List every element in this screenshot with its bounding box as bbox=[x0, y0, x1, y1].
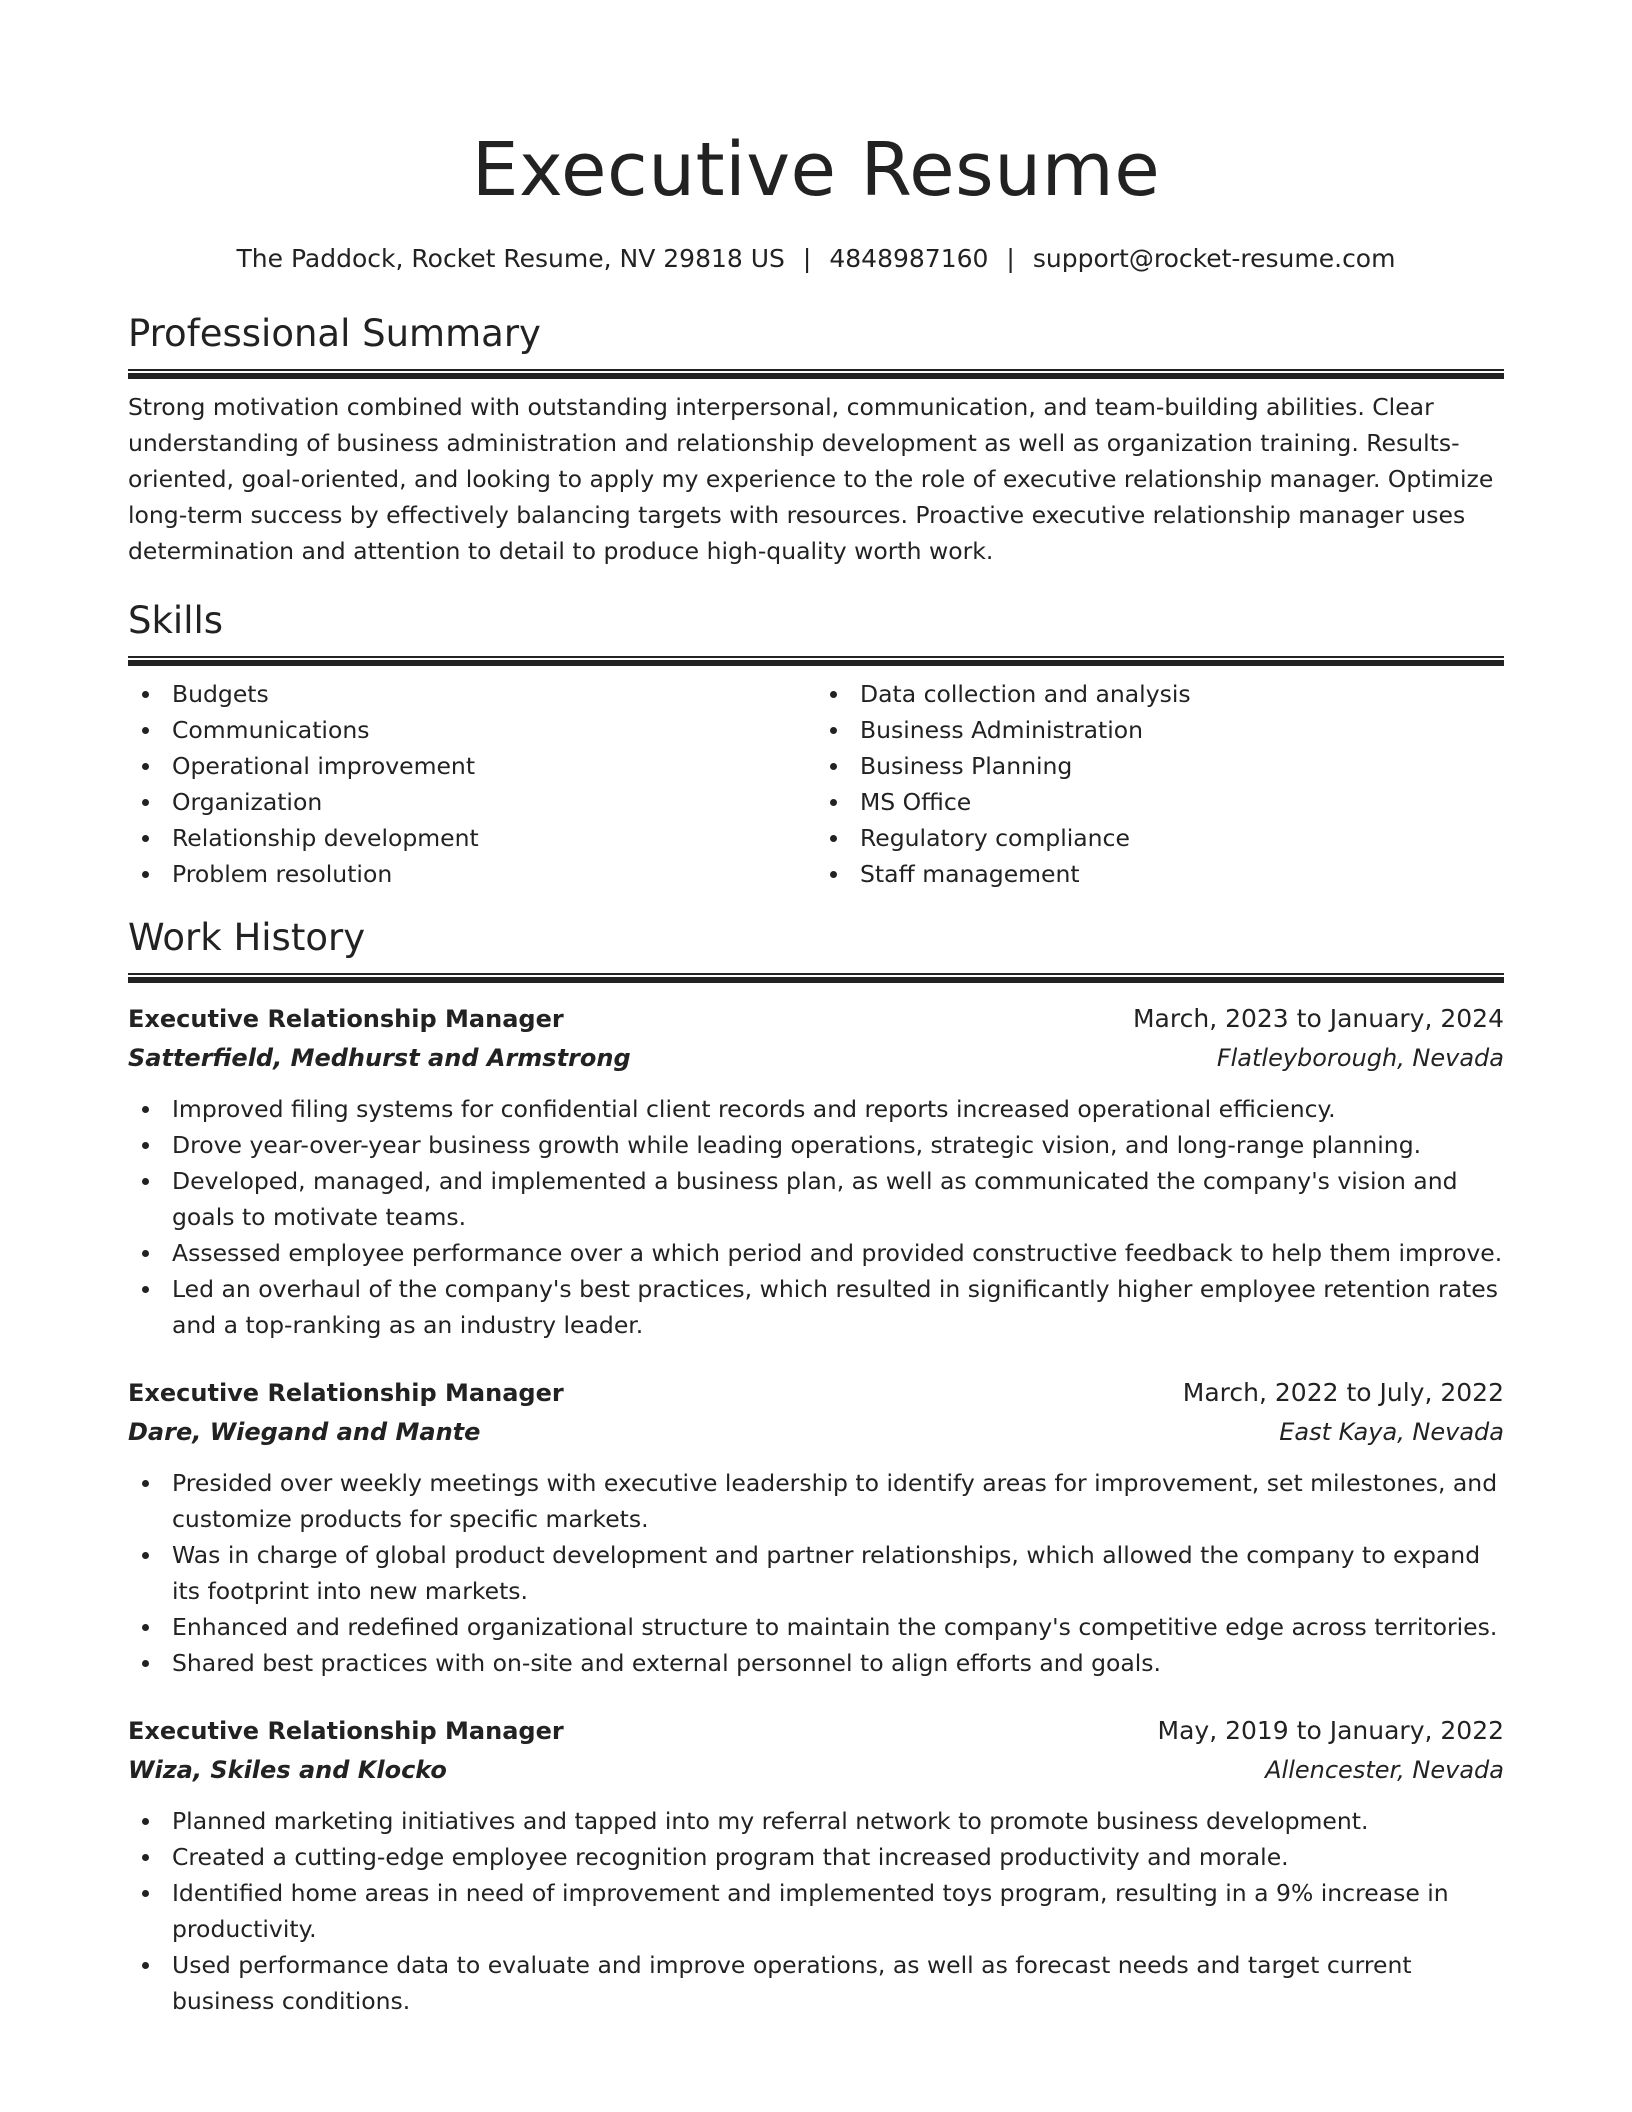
skill-item: Business Planning bbox=[816, 748, 1504, 784]
skill-item: Data collection and analysis bbox=[816, 676, 1504, 712]
skill-item: Communications bbox=[128, 712, 816, 748]
job-entry bbox=[128, 1373, 1504, 1681]
job-bullets bbox=[128, 1465, 1504, 1681]
summary-text: Strong motivation combined with outstanding interpersonal, communication, and team-building abilities. Clear understanding of business administration and relationship development as well as organization training. Results-oriented, goal-oriented, and looking to apply my experience to the role of executive relationship manager. Optimize long-term success by effectively balancing targets with resources. Proactive executive relationship manager uses determination and attention to detail to produce high-quality worth work. bbox=[128, 393, 1494, 565]
job-header-row bbox=[128, 999, 1504, 1039]
job-bullet: Created a cutting-edge employee recognition program that increased productivity and morale. bbox=[128, 1839, 1504, 1875]
job-header-row bbox=[128, 1711, 1504, 1751]
skills-grid bbox=[128, 676, 1504, 892]
job-company-row bbox=[128, 1039, 1504, 1077]
skill-item: Operational improvement bbox=[128, 748, 816, 784]
contact-address: The Paddock, Rocket Resume, NV 29818 US bbox=[236, 244, 785, 273]
job-entry bbox=[128, 999, 1504, 1343]
contact-phone: 4848987160 bbox=[829, 244, 989, 273]
job-dates: March, 2023 to January, 2024 bbox=[1132, 1004, 1504, 1033]
professional-summary-section bbox=[128, 310, 1504, 569]
job-bullet: Shared best practices with on-site and external personnel to align efforts and goals. bbox=[128, 1645, 1504, 1681]
job-company: Satterfield, Medhurst and Armstrong bbox=[128, 1044, 631, 1072]
skills-section bbox=[128, 597, 1504, 892]
job-location: Allencester, Nevada bbox=[1265, 1756, 1504, 1784]
job-company: Dare, Wiegand and Mante bbox=[128, 1418, 481, 1446]
job-header-row bbox=[128, 1373, 1504, 1413]
job-bullets bbox=[128, 1091, 1504, 1343]
job-bullet: Assessed employee performance over a which period and provided constructive feedback to help them improve. bbox=[128, 1235, 1504, 1271]
section-title-summary: Professional Summary bbox=[128, 312, 541, 355]
section-title-work-history: Work History bbox=[128, 916, 366, 959]
skill-item: Relationship development bbox=[128, 820, 816, 856]
skill-item: Problem resolution bbox=[128, 856, 816, 892]
job-location: East Kaya, Nevada bbox=[1279, 1418, 1504, 1446]
job-bullet: Developed, managed, and implemented a business plan, as well as communicated the company's vision and goals to motivate teams. bbox=[128, 1163, 1504, 1235]
job-title: Executive Relationship Manager bbox=[128, 1005, 564, 1033]
skills-list-left bbox=[128, 676, 816, 892]
job-company: Wiza, Skiles and Klocko bbox=[128, 1756, 447, 1784]
skills-column-right bbox=[816, 676, 1504, 892]
contact-line bbox=[128, 242, 1504, 276]
section-divider bbox=[128, 973, 1504, 983]
contact-separator: | bbox=[1006, 244, 1015, 273]
skill-item: Business Administration bbox=[816, 712, 1504, 748]
skill-item: Organization bbox=[128, 784, 816, 820]
job-location: Flatleyborough, Nevada bbox=[1216, 1044, 1504, 1072]
section-divider bbox=[128, 656, 1504, 666]
job-entry bbox=[128, 1711, 1504, 2019]
job-title: Executive Relationship Manager bbox=[128, 1379, 564, 1407]
skill-item: Staff management bbox=[816, 856, 1504, 892]
skills-column-left bbox=[128, 676, 816, 892]
skill-item: Regulatory compliance bbox=[816, 820, 1504, 856]
job-company-row bbox=[128, 1413, 1504, 1451]
work-history-section bbox=[128, 914, 1504, 2019]
job-bullet: Planned marketing initiatives and tapped into my referral network to promote business development. bbox=[128, 1803, 1504, 1839]
skills-list-right bbox=[816, 676, 1504, 892]
contact-email: support@rocket-resume.com bbox=[1032, 244, 1396, 273]
job-bullets bbox=[128, 1803, 1504, 2019]
job-bullet: Presided over weekly meetings with executive leadership to identify areas for improvement, set milestones, and customize products for specific markets. bbox=[128, 1465, 1504, 1537]
skill-item: Budgets bbox=[128, 676, 816, 712]
job-bullet: Was in charge of global product development and partner relationships, which allowed the company to expand its footprint into new markets. bbox=[128, 1537, 1504, 1609]
section-divider bbox=[128, 369, 1504, 379]
job-title: Executive Relationship Manager bbox=[128, 1717, 564, 1745]
job-bullet: Improved filing systems for confidential client records and reports increased operational efficiency. bbox=[128, 1091, 1504, 1127]
job-bullet: Identified home areas in need of improvement and implemented toys program, resulting in a 9% increase in productivity. bbox=[128, 1875, 1504, 1947]
contact-separator: | bbox=[802, 244, 812, 273]
section-title-skills: Skills bbox=[128, 599, 224, 642]
job-dates: May, 2019 to January, 2022 bbox=[1157, 1716, 1504, 1745]
job-company-row bbox=[128, 1751, 1504, 1789]
skill-item: MS Office bbox=[816, 784, 1504, 820]
job-dates: March, 2022 to July, 2022 bbox=[1182, 1378, 1504, 1407]
job-bullet: Drove year-over-year business growth while leading operations, strategic vision, and long-range planning. bbox=[128, 1127, 1504, 1163]
job-bullet: Enhanced and redefined organizational structure to maintain the company's competitive edge across territories. bbox=[128, 1609, 1504, 1645]
job-bullet: Used performance data to evaluate and improve operations, as well as forecast needs and target current business conditions. bbox=[128, 1947, 1504, 2019]
job-bullet: Led an overhaul of the company's best practices, which resulted in significantly higher employee retention rates and a top-ranking as an industry leader. bbox=[128, 1271, 1504, 1343]
resume-name: Executive Resume bbox=[471, 127, 1161, 213]
